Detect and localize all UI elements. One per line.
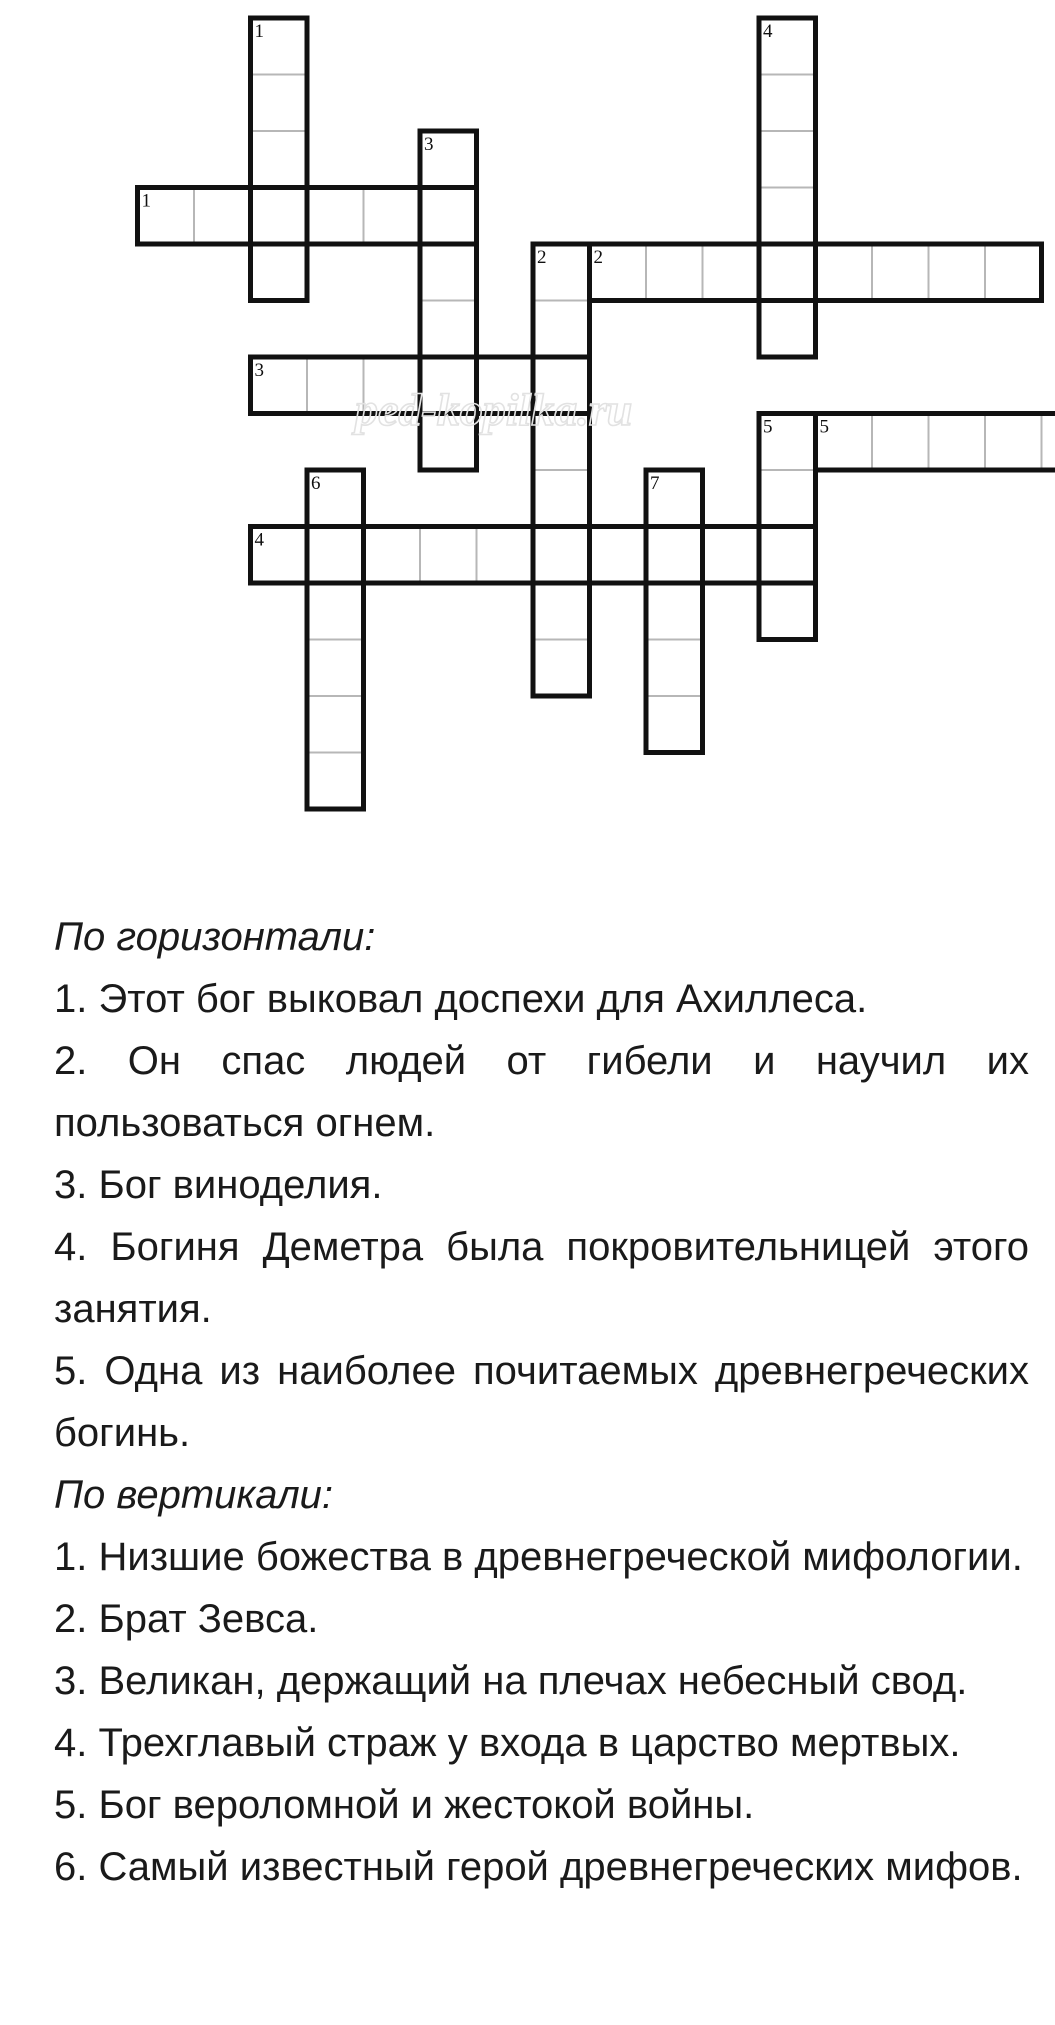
- across-clue-4: 4. Богиня Деметра была покровительницей этого занятия.: [54, 1225, 1029, 1331]
- down-clue-1: 1. Низшие божества в древнегреческой мифологии.: [54, 1535, 1023, 1579]
- crossword-cell[interactable]: [307, 640, 364, 697]
- crossword-cell[interactable]: [759, 527, 816, 584]
- crossword-cell[interactable]: [759, 244, 816, 301]
- down-word-7-number: 7: [650, 473, 660, 494]
- down-word-2-number: 2: [537, 247, 547, 268]
- down-word-5-number: 5: [763, 416, 773, 438]
- crossword-cell[interactable]: [985, 414, 1042, 471]
- crossword-cell[interactable]: [533, 583, 590, 640]
- down-clue-5: 5. Бог вероломной и жестокой войны.: [54, 1783, 755, 1827]
- crossword-cell[interactable]: [985, 244, 1042, 301]
- crossword-cell[interactable]: [759, 188, 816, 245]
- crossword-cell[interactable]: [646, 583, 703, 640]
- crossword-cell[interactable]: [872, 414, 929, 471]
- crossword-cell[interactable]: [194, 188, 251, 245]
- across-word-2-number: 2: [593, 247, 603, 268]
- crossword-cell[interactable]: [646, 640, 703, 697]
- crossword-cell[interactable]: [533, 470, 590, 527]
- crossword-cell[interactable]: [929, 244, 986, 301]
- across-clue-3: 3. Бог виноделия.: [54, 1163, 383, 1207]
- crossword-cell[interactable]: [251, 75, 308, 132]
- crossword-cell[interactable]: [646, 696, 703, 753]
- clues-section: [54, 906, 1029, 1898]
- crossword-cell[interactable]: [533, 527, 590, 584]
- crossword-cell[interactable]: [477, 527, 534, 584]
- crossword-cell[interactable]: [307, 527, 364, 584]
- crossword-cell[interactable]: [420, 244, 477, 301]
- crossword-cell[interactable]: [759, 301, 816, 358]
- down-word-3-number: 3: [424, 134, 434, 155]
- down-clue-3: 3. Великан, держащий на плечах небесный свод.: [54, 1659, 968, 1703]
- crossword-cell[interactable]: [872, 244, 929, 301]
- crossword-cell[interactable]: [307, 696, 364, 753]
- crossword-cell[interactable]: [929, 414, 986, 471]
- crossword-cell[interactable]: [364, 527, 421, 584]
- down-word-1-number: 1: [254, 21, 264, 42]
- across-word-1-number: 1: [141, 190, 151, 212]
- crossword-cell[interactable]: [759, 75, 816, 132]
- crossword-cell[interactable]: [646, 527, 703, 584]
- crossword-cell[interactable]: [590, 527, 647, 584]
- across-heading: По горизонтали:: [54, 915, 376, 959]
- crossword-cell[interactable]: [646, 244, 703, 301]
- crossword-grid: [0, 0, 1055, 840]
- crossword-cell[interactable]: [533, 301, 590, 358]
- crossword-cell[interactable]: [759, 470, 816, 527]
- crossword-cell[interactable]: [420, 301, 477, 358]
- across-word-3-number: 3: [254, 360, 264, 381]
- crossword-cell[interactable]: [307, 583, 364, 640]
- crossword-cell[interactable]: [251, 188, 308, 245]
- crossword-cell[interactable]: [364, 188, 421, 245]
- down-word-6-number: 6: [311, 473, 321, 494]
- down-clue-2: 2. Брат Зевса.: [54, 1597, 319, 1641]
- crossword-cell[interactable]: [759, 131, 816, 188]
- crossword-cell[interactable]: [420, 527, 477, 584]
- crossword-cell[interactable]: [420, 188, 477, 245]
- crossword-cell[interactable]: [533, 640, 590, 697]
- crossword-cell[interactable]: [251, 244, 308, 301]
- crossword-cell[interactable]: [703, 527, 760, 584]
- crossword-cell[interactable]: [816, 244, 873, 301]
- across-word-4-number: 4: [254, 529, 264, 551]
- crossword-cell[interactable]: [1042, 414, 1055, 471]
- crossword-cell[interactable]: [307, 188, 364, 245]
- down-word-4-number: 4: [763, 21, 773, 42]
- crossword-cell[interactable]: [251, 131, 308, 188]
- down-clue-6: 6. Самый известный герой древнегреческих мифов.: [54, 1845, 1023, 1889]
- down-heading: По вертикали:: [54, 1473, 334, 1517]
- watermark: ped-kopilka.ru: [355, 384, 633, 435]
- across-word-5-number: 5: [819, 416, 829, 438]
- crossword-cell[interactable]: [759, 583, 816, 640]
- across-clue-1: 1. Этот бог выковал доспехи для Ахиллеса.: [54, 977, 868, 1021]
- crossword-cell[interactable]: [703, 244, 760, 301]
- across-clue-5: 5. Одна из наиболее почитаемых древнегреческих богинь.: [54, 1349, 1029, 1455]
- across-clue-2: 2. Он спас людей от гибели и научил их пользоваться огнем.: [54, 1039, 1029, 1145]
- crossword-cell[interactable]: [307, 753, 364, 810]
- down-clue-4: 4. Трехглавый страж у входа в царство мертвых.: [54, 1721, 961, 1765]
